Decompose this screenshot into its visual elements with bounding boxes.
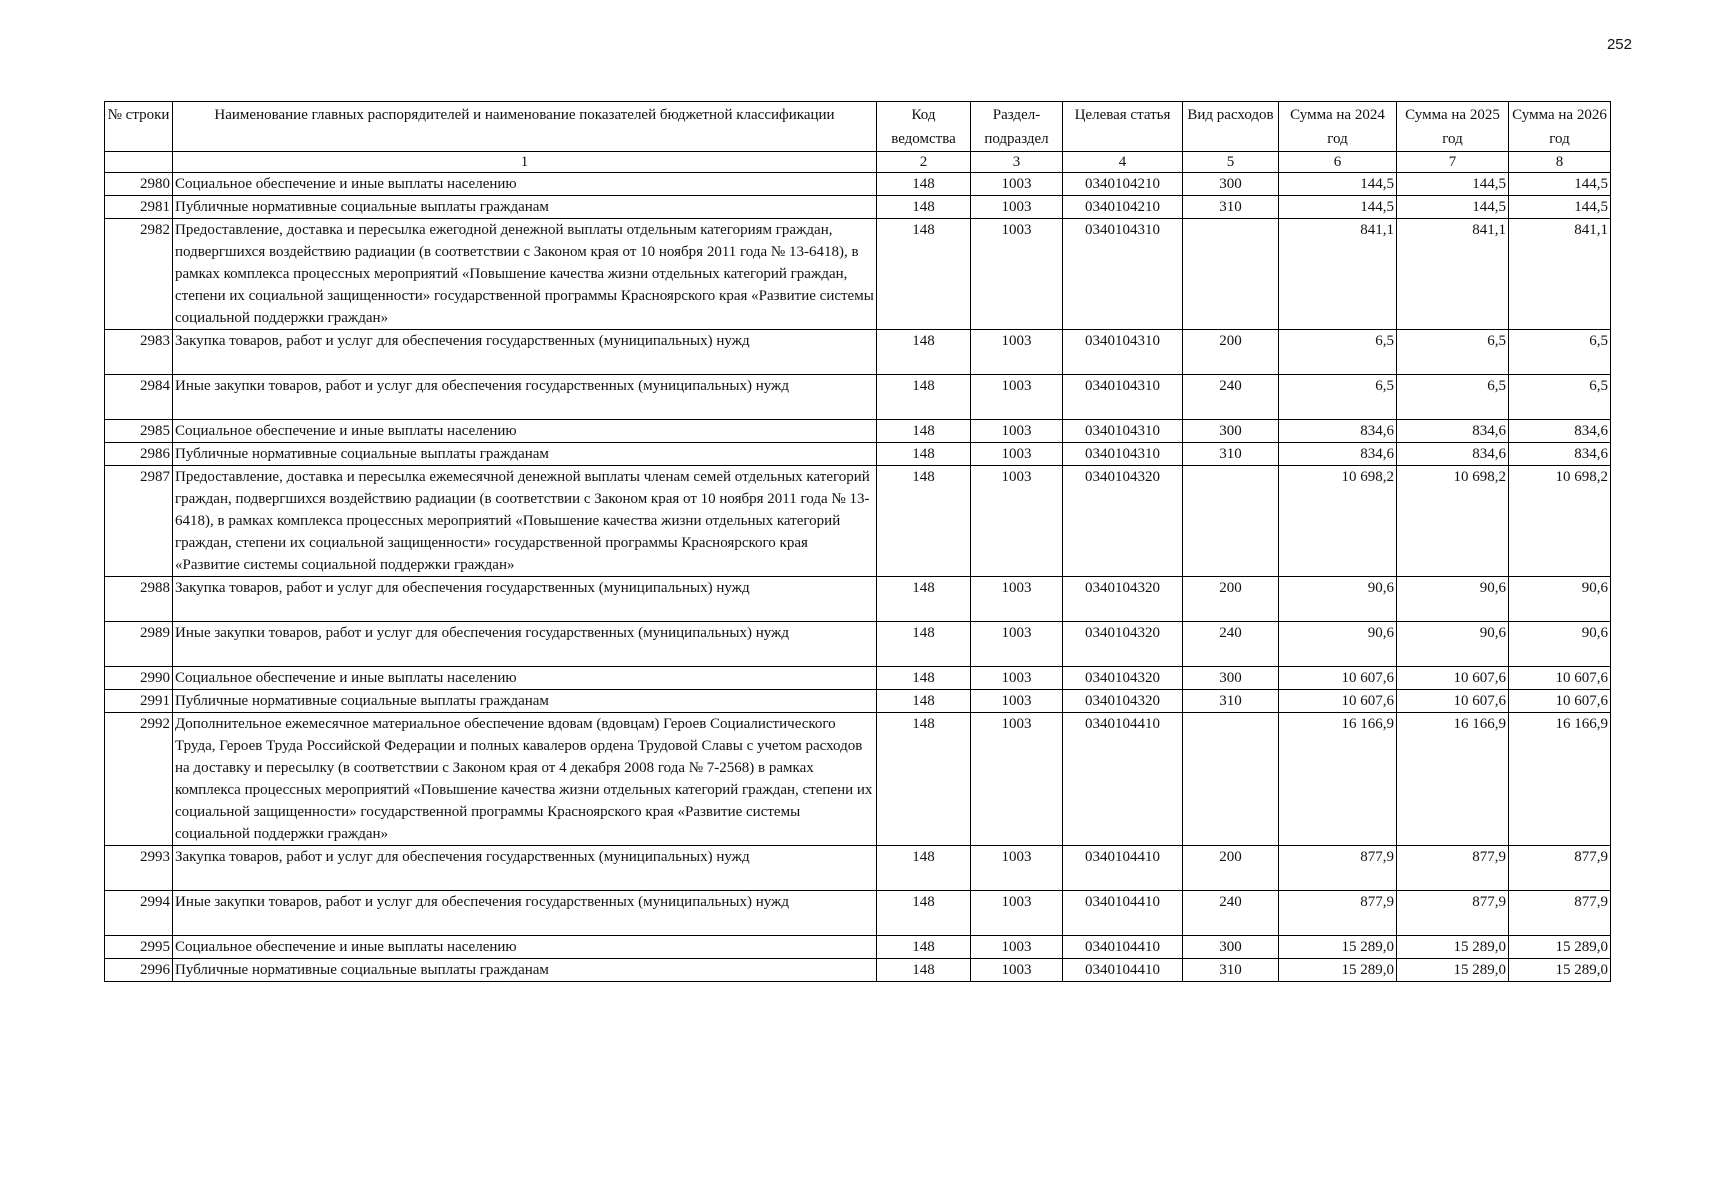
- column-numbers-row: [105, 152, 1611, 173]
- sum-2024-cell: 15 289,0: [1279, 959, 1397, 982]
- header-sum-2026: Сумма на 2026 год: [1509, 102, 1611, 152]
- column-number: 5: [1183, 152, 1279, 173]
- row-number-cell: 2986: [105, 443, 173, 466]
- header-name: Наименование главных распорядителей и наименование показателей бюджетной классификации: [173, 102, 877, 152]
- section-cell: 1003: [971, 667, 1063, 690]
- dept-code-cell: 148: [877, 196, 971, 219]
- dept-code-cell: 148: [877, 577, 971, 622]
- sum-2024-cell: 834,6: [1279, 443, 1397, 466]
- expense-type-cell: 200: [1183, 846, 1279, 891]
- table-row: [105, 622, 1611, 667]
- sum-2026-cell: 10 607,6: [1509, 667, 1611, 690]
- table-row: [105, 330, 1611, 375]
- sum-2025-cell: 144,5: [1397, 173, 1509, 196]
- section-cell: 1003: [971, 577, 1063, 622]
- table-row: [105, 466, 1611, 577]
- row-name-cell: Публичные нормативные социальные выплаты гражданам: [173, 196, 877, 219]
- expense-type-cell: 300: [1183, 173, 1279, 196]
- expense-type-cell: 310: [1183, 196, 1279, 219]
- section-cell: 1003: [971, 443, 1063, 466]
- sum-2025-cell: 841,1: [1397, 219, 1509, 330]
- row-name-cell: Закупка товаров, работ и услуг для обеспечения государственных (муниципальных) нужд: [173, 577, 877, 622]
- expense-type-cell: 300: [1183, 936, 1279, 959]
- target-cell: 0340104310: [1063, 375, 1183, 420]
- row-name-cell: Дополнительное ежемесячное материальное обеспечение вдовам (вдовцам) Героев Социалистического Труда, Героев Труда Российской Федерации и полных кавалеров ордена Трудовой Славы с учетом расходов на доставку и пересылку (в соответствии с Законом края от 4 декабря 2008 года № 7-2568) в рамках комплекса процессных мероприятий «Повышение качества жизни отдельных категорий граждан, степени их социальной защищенности» государственной программы Красноярского края «Развитие системы социальной поддержки граждан»: [173, 713, 877, 846]
- sum-2024-cell: 144,5: [1279, 196, 1397, 219]
- sum-2026-cell: 10 607,6: [1509, 690, 1611, 713]
- sum-2026-cell: 90,6: [1509, 622, 1611, 667]
- row-number-cell: 2980: [105, 173, 173, 196]
- sum-2024-cell: 841,1: [1279, 219, 1397, 330]
- row-name-cell: Закупка товаров, работ и услуг для обеспечения государственных (муниципальных) нужд: [173, 330, 877, 375]
- sum-2025-cell: 6,5: [1397, 375, 1509, 420]
- sum-2026-cell: 834,6: [1509, 420, 1611, 443]
- sum-2026-cell: 15 289,0: [1509, 959, 1611, 982]
- row-number-cell: 2983: [105, 330, 173, 375]
- expense-type-cell: 240: [1183, 891, 1279, 936]
- expense-type-cell: [1183, 713, 1279, 846]
- target-cell: 0340104310: [1063, 420, 1183, 443]
- row-name-cell: Публичные нормативные социальные выплаты гражданам: [173, 690, 877, 713]
- table-row: [105, 173, 1611, 196]
- table-header-row: [105, 102, 1611, 152]
- row-number-cell: 2989: [105, 622, 173, 667]
- column-number: 6: [1279, 152, 1397, 173]
- sum-2024-cell: 877,9: [1279, 891, 1397, 936]
- dept-code-cell: 148: [877, 713, 971, 846]
- target-cell: 0340104410: [1063, 891, 1183, 936]
- target-cell: 0340104310: [1063, 330, 1183, 375]
- row-name-cell: Социальное обеспечение и иные выплаты населению: [173, 420, 877, 443]
- sum-2024-cell: 6,5: [1279, 375, 1397, 420]
- sum-2024-cell: 10 607,6: [1279, 690, 1397, 713]
- section-cell: 1003: [971, 959, 1063, 982]
- section-cell: 1003: [971, 173, 1063, 196]
- expense-type-cell: 240: [1183, 375, 1279, 420]
- row-name-cell: Публичные нормативные социальные выплаты гражданам: [173, 959, 877, 982]
- sum-2026-cell: 90,6: [1509, 577, 1611, 622]
- row-name-cell: Социальное обеспечение и иные выплаты населению: [173, 173, 877, 196]
- sum-2025-cell: 877,9: [1397, 846, 1509, 891]
- table-row: [105, 420, 1611, 443]
- row-name-cell: Иные закупки товаров, работ и услуг для обеспечения государственных (муниципальных) нужд: [173, 622, 877, 667]
- expense-type-cell: 300: [1183, 420, 1279, 443]
- expense-type-cell: [1183, 219, 1279, 330]
- row-name-cell: Иные закупки товаров, работ и услуг для обеспечения государственных (муниципальных) нужд: [173, 375, 877, 420]
- row-number-cell: 2996: [105, 959, 173, 982]
- header-row-no: № строки: [105, 102, 173, 152]
- row-number-cell: 2981: [105, 196, 173, 219]
- table-row: [105, 891, 1611, 936]
- target-cell: 0340104210: [1063, 173, 1183, 196]
- target-cell: 0340104210: [1063, 196, 1183, 219]
- dept-code-cell: 148: [877, 443, 971, 466]
- sum-2025-cell: 10 607,6: [1397, 690, 1509, 713]
- table-body: [105, 173, 1611, 982]
- header-sum-2024: Сумма на 2024 год: [1279, 102, 1397, 152]
- dept-code-cell: 148: [877, 936, 971, 959]
- table-row: [105, 690, 1611, 713]
- dept-code-cell: 148: [877, 690, 971, 713]
- section-cell: 1003: [971, 846, 1063, 891]
- sum-2025-cell: 90,6: [1397, 622, 1509, 667]
- page-number: 252: [1606, 36, 1632, 53]
- row-number-cell: 2992: [105, 713, 173, 846]
- sum-2025-cell: 15 289,0: [1397, 959, 1509, 982]
- section-cell: 1003: [971, 219, 1063, 330]
- table-row: [105, 375, 1611, 420]
- row-number-cell: 2994: [105, 891, 173, 936]
- dept-code-cell: 148: [877, 173, 971, 196]
- expense-type-cell: 200: [1183, 577, 1279, 622]
- sum-2026-cell: 144,5: [1509, 196, 1611, 219]
- section-cell: 1003: [971, 196, 1063, 219]
- sum-2026-cell: 834,6: [1509, 443, 1611, 466]
- row-number-cell: 2995: [105, 936, 173, 959]
- column-number: 8: [1509, 152, 1611, 173]
- section-cell: 1003: [971, 330, 1063, 375]
- budget-table: [104, 101, 1611, 982]
- dept-code-cell: 148: [877, 330, 971, 375]
- target-cell: 0340104320: [1063, 690, 1183, 713]
- section-cell: 1003: [971, 375, 1063, 420]
- sum-2024-cell: 15 289,0: [1279, 936, 1397, 959]
- sum-2024-cell: 144,5: [1279, 173, 1397, 196]
- section-cell: 1003: [971, 466, 1063, 577]
- sum-2024-cell: 90,6: [1279, 577, 1397, 622]
- expense-type-cell: 200: [1183, 330, 1279, 375]
- row-name-cell: Иные закупки товаров, работ и услуг для обеспечения государственных (муниципальных) нужд: [173, 891, 877, 936]
- header-target: Целевая статья: [1063, 102, 1183, 152]
- dept-code-cell: 148: [877, 959, 971, 982]
- target-cell: 0340104320: [1063, 577, 1183, 622]
- sum-2025-cell: 10 698,2: [1397, 466, 1509, 577]
- table-row: [105, 443, 1611, 466]
- header-sum-2025: Сумма на 2025 год: [1397, 102, 1509, 152]
- dept-code-cell: 148: [877, 622, 971, 667]
- dept-code-cell: 148: [877, 420, 971, 443]
- table-row: [105, 713, 1611, 846]
- sum-2026-cell: 10 698,2: [1509, 466, 1611, 577]
- sum-2025-cell: 16 166,9: [1397, 713, 1509, 846]
- target-cell: 0340104410: [1063, 846, 1183, 891]
- sum-2025-cell: 834,6: [1397, 443, 1509, 466]
- row-number-cell: 2984: [105, 375, 173, 420]
- table-row: [105, 667, 1611, 690]
- header-dept-code: Код ведомства: [877, 102, 971, 152]
- sum-2026-cell: 16 166,9: [1509, 713, 1611, 846]
- section-cell: 1003: [971, 420, 1063, 443]
- dept-code-cell: 148: [877, 846, 971, 891]
- table-row: [105, 936, 1611, 959]
- target-cell: 0340104410: [1063, 936, 1183, 959]
- sum-2026-cell: 6,5: [1509, 330, 1611, 375]
- row-number-cell: 2991: [105, 690, 173, 713]
- sum-2026-cell: 6,5: [1509, 375, 1611, 420]
- dept-code-cell: 148: [877, 891, 971, 936]
- sum-2024-cell: 16 166,9: [1279, 713, 1397, 846]
- table-row: [105, 219, 1611, 330]
- row-name-cell: Социальное обеспечение и иные выплаты населению: [173, 667, 877, 690]
- header-section: Раздел-подраздел: [971, 102, 1063, 152]
- sum-2025-cell: 877,9: [1397, 891, 1509, 936]
- target-cell: 0340104410: [1063, 713, 1183, 846]
- sum-2025-cell: 90,6: [1397, 577, 1509, 622]
- row-number-cell: 2985: [105, 420, 173, 443]
- sum-2025-cell: 834,6: [1397, 420, 1509, 443]
- target-cell: 0340104320: [1063, 667, 1183, 690]
- section-cell: 1003: [971, 936, 1063, 959]
- dept-code-cell: 148: [877, 219, 971, 330]
- row-number-cell: 2990: [105, 667, 173, 690]
- expense-type-cell: 300: [1183, 667, 1279, 690]
- sum-2024-cell: 834,6: [1279, 420, 1397, 443]
- expense-type-cell: 240: [1183, 622, 1279, 667]
- sum-2026-cell: 877,9: [1509, 891, 1611, 936]
- sum-2025-cell: 15 289,0: [1397, 936, 1509, 959]
- column-number: 3: [971, 152, 1063, 173]
- sum-2024-cell: 90,6: [1279, 622, 1397, 667]
- sum-2024-cell: 877,9: [1279, 846, 1397, 891]
- table-row: [105, 959, 1611, 982]
- sum-2025-cell: 6,5: [1397, 330, 1509, 375]
- section-cell: 1003: [971, 713, 1063, 846]
- sum-2026-cell: 841,1: [1509, 219, 1611, 330]
- section-cell: 1003: [971, 891, 1063, 936]
- sum-2024-cell: 10 698,2: [1279, 466, 1397, 577]
- target-cell: 0340104410: [1063, 959, 1183, 982]
- sum-2025-cell: 10 607,6: [1397, 667, 1509, 690]
- column-number: 2: [877, 152, 971, 173]
- target-cell: 0340104310: [1063, 443, 1183, 466]
- row-number-cell: 2988: [105, 577, 173, 622]
- expense-type-cell: [1183, 466, 1279, 577]
- row-number-cell: 2982: [105, 219, 173, 330]
- column-number: 4: [1063, 152, 1183, 173]
- section-cell: 1003: [971, 690, 1063, 713]
- row-name-cell: Предоставление, доставка и пересылка ежемесячной денежной выплаты членам семей отдельных категорий граждан, подвергшихся воздействию радиации (в соответствии с Законом края от 10 ноября 2011 года № 13-6418), в рамках комплекса процессных мероприятий «Повышение качества жизни отдельных категорий граждан, степени их социальной защищенности» государственной программы Красноярского края «Развитие системы социальной поддержки граждан»: [173, 466, 877, 577]
- row-name-cell: Закупка товаров, работ и услуг для обеспечения государственных (муниципальных) нужд: [173, 846, 877, 891]
- row-number-cell: 2987: [105, 466, 173, 577]
- dept-code-cell: 148: [877, 375, 971, 420]
- column-number: 7: [1397, 152, 1509, 173]
- header-expense-type: Вид расходов: [1183, 102, 1279, 152]
- dept-code-cell: 148: [877, 466, 971, 577]
- expense-type-cell: 310: [1183, 443, 1279, 466]
- expense-type-cell: 310: [1183, 959, 1279, 982]
- expense-type-cell: 310: [1183, 690, 1279, 713]
- target-cell: 0340104310: [1063, 219, 1183, 330]
- row-name-cell: Социальное обеспечение и иные выплаты населению: [173, 936, 877, 959]
- sum-2026-cell: 144,5: [1509, 173, 1611, 196]
- row-number-cell: 2993: [105, 846, 173, 891]
- sum-2026-cell: 877,9: [1509, 846, 1611, 891]
- sum-2026-cell: 15 289,0: [1509, 936, 1611, 959]
- table-row: [105, 577, 1611, 622]
- row-name-cell: Предоставление, доставка и пересылка ежегодной денежной выплаты отдельным категориям граждан, подвергшихся воздействию радиации (в соответствии с Законом края от 10 ноября 2011 года № 13-6418), в рамках комплекса процессных мероприятий «Повышение качества жизни отдельных категорий граждан, степени их социальной защищенности» государственной программы Красноярского края «Развитие системы социальной поддержки граждан»: [173, 219, 877, 330]
- sum-2024-cell: 6,5: [1279, 330, 1397, 375]
- sum-2024-cell: 10 607,6: [1279, 667, 1397, 690]
- table-row: [105, 846, 1611, 891]
- row-name-cell: Публичные нормативные социальные выплаты гражданам: [173, 443, 877, 466]
- column-number: 1: [173, 152, 877, 173]
- section-cell: 1003: [971, 622, 1063, 667]
- target-cell: 0340104320: [1063, 466, 1183, 577]
- sum-2025-cell: 144,5: [1397, 196, 1509, 219]
- dept-code-cell: 148: [877, 667, 971, 690]
- column-number: [105, 152, 173, 173]
- target-cell: 0340104320: [1063, 622, 1183, 667]
- table-row: [105, 196, 1611, 219]
